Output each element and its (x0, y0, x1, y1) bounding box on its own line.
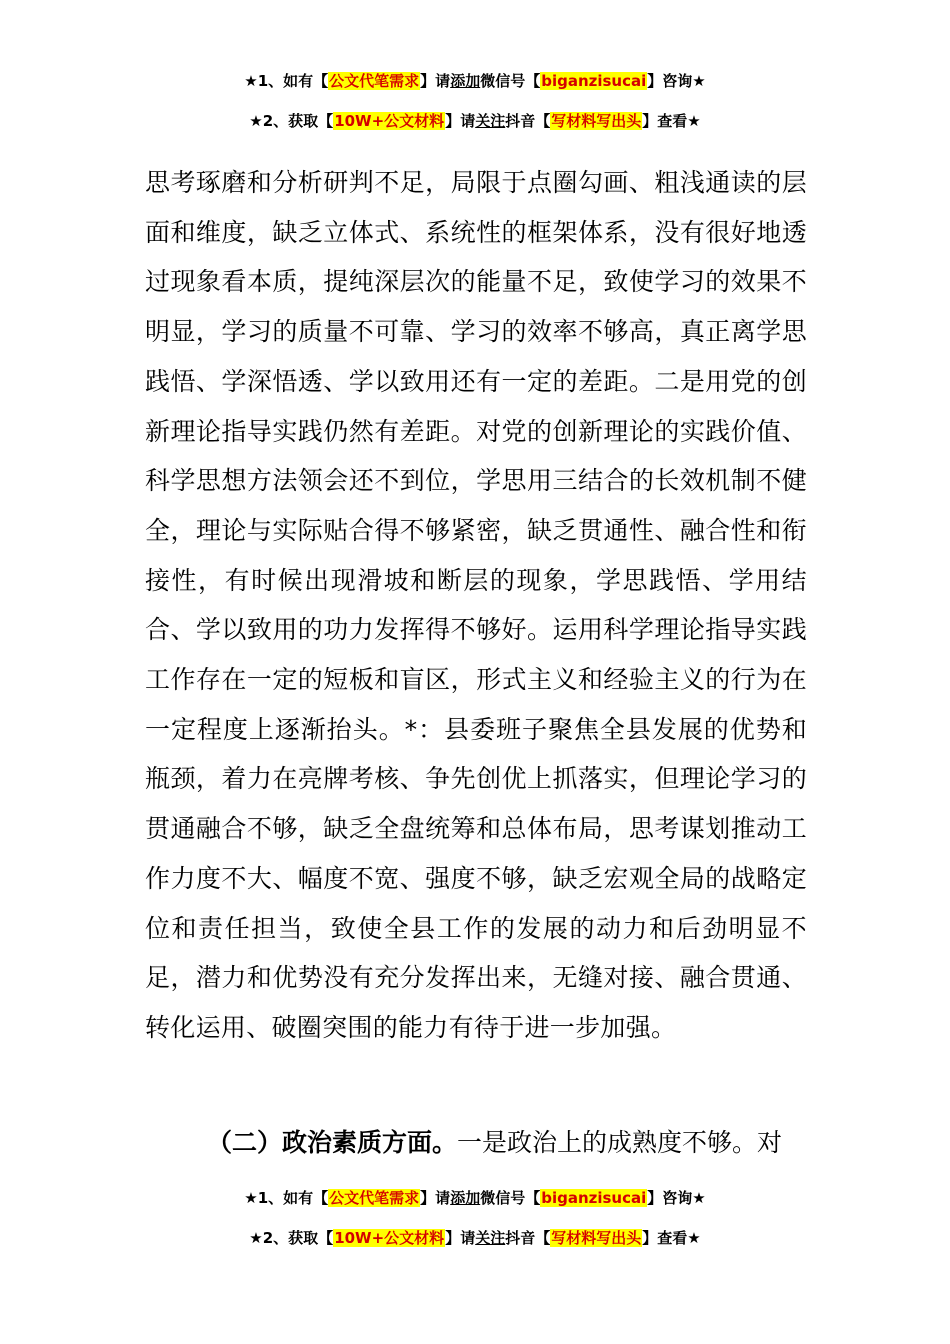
body-paragraph: 思考琢磨和分析研判不足，局限于点圈勾画、粗浅通读的层面和维度，缺乏立体式、系统性的框架体系，没有很好地透过现象看本质，提纯深层次的能量不足，致使学习的效果不明显，学习的质量不可靠、学习的效率不够高，真正离学思践悟、学深悟透、学以致用还有一定的差距。二是用党的创新理论指导实践仍然有差距。对党的创新理论的实践价值、科学思想方法领会还不到位，学思用三结合的长效机制不健全，理论与实际贴合得不够紧密，缺乏贯通性、融合性和衔接性，有时候出现滑坡和断层的现象，学思践悟、学用结合、学以致用的功力发挥得不够好。运用科学理论指导实践工作存在一定的短板和盲区，形式主义和经验主义的行为在一定程度上逐渐抬头。*：县委班子聚焦全县发展的优势和瓶颈，着力在亮牌考核、争先创优上抓落实，但理论学习的贯通融合不够，缺乏全盘统筹和总体布局，思考谋划推动工作力度不大、幅度不宽、强度不够，缺乏宏观全局的战略定位和责任担当，致使全县工作的发展的动力和后劲明显不足，潜力和优势没有充分发挥出来，无缝对接、融合贯通、转化运用、破圈突围的能力有待于进一步加强。 (145, 168, 807, 1042)
document-body (145, 158, 807, 1053)
star-icon: ★ (249, 112, 263, 130)
banner-highlight: 写材料写出头 (551, 1229, 642, 1247)
banner-text: 】请 (420, 72, 451, 90)
banner-suffix: 】查看★ (642, 1229, 701, 1247)
star-icon: ★ (249, 1229, 263, 1247)
banner-highlight: biganzisucai (541, 72, 647, 90)
banner-highlight: 公文代笔需求 (329, 72, 420, 90)
star-icon: ★ (244, 1189, 258, 1207)
banner-underlined-text: 添加 (450, 1189, 481, 1207)
banner-text: 】请 (445, 1229, 476, 1247)
header-banner-1 (0, 70, 950, 92)
banner-highlight: 10W+公文材料 (334, 1229, 445, 1247)
banner-suffix: 】查看★ (642, 112, 701, 130)
banner-highlight: 10W+公文材料 (334, 112, 445, 130)
banner-text: 抖音【 (505, 112, 551, 130)
banner-text: 】请 (420, 1189, 451, 1207)
banner-underlined-text: 关注 (475, 1229, 506, 1247)
banner-highlight: 公文代笔需求 (329, 1189, 420, 1207)
banner-highlight: 写材料写出头 (551, 112, 642, 130)
banner-text: 】请 (445, 112, 476, 130)
banner-underlined-text: 添加 (450, 72, 481, 90)
footer-banner-2 (0, 1227, 950, 1249)
banner-underlined-text: 关注 (475, 112, 506, 130)
banner-prefix: 1、如有【 (257, 1189, 329, 1207)
section-heading: （二）政治素质方面。 (207, 1128, 458, 1157)
banner-suffix: 】咨询★ (647, 72, 706, 90)
banner-prefix: 1、如有【 (257, 72, 329, 90)
banner-highlight: biganzisucai (541, 1189, 647, 1207)
banner-suffix: 】咨询★ (647, 1189, 706, 1207)
star-icon: ★ (244, 72, 258, 90)
banner-prefix: 2、获取【 (262, 112, 334, 130)
banner-text: 微信号【 (480, 72, 541, 90)
header-banner-2 (0, 110, 950, 132)
footer-banner-1 (0, 1187, 950, 1209)
banner-text: 微信号【 (480, 1189, 541, 1207)
banner-prefix: 2、获取【 (262, 1229, 334, 1247)
section-paragraph (145, 1118, 807, 1168)
banner-text: 抖音【 (505, 1229, 551, 1247)
section-text: 一是政治上的成熟度不够。对 (457, 1128, 783, 1157)
